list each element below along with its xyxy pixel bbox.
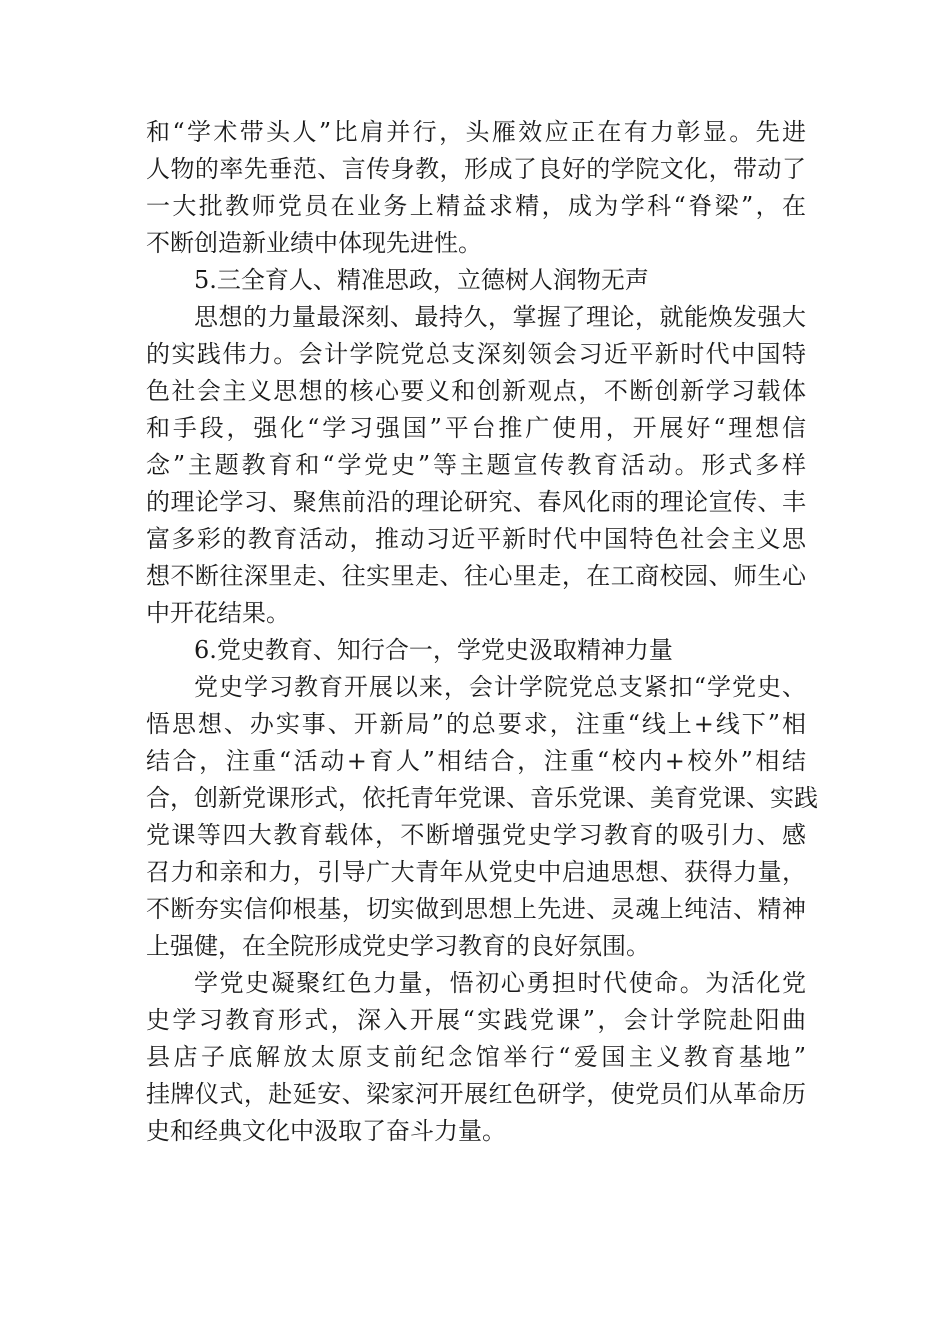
heading-text: 5.三全育人、精准思政，立德树人润物无声 [194,266,649,294]
text-line: 念”主题教育和“学党史”等主题宣传教育活动。形式多样 [146,451,806,479]
text-line: 人物的率先垂范、言传身教，形成了良好的学院文化，带动了 [146,155,806,183]
text-line: 挂牌仪式，赴延安、梁家河开展红色研学，使党员们从革命历 [146,1080,806,1108]
text-line: 党史学习教育开展以来，会计学院党总支紧扣“学党史、 [194,673,806,701]
text-line: 想不断往深里走、往实里走、往心里走，在工商校园、师生心 [146,562,806,590]
text-line: 色社会主义思想的核心要义和创新观点，不断创新学习载体 [146,377,806,405]
text-line: 上强健，在全院形成党史学习教育的良好氛围。 [146,932,650,960]
text-line: 学党史凝聚红色力量，悟初心勇担时代使命。为活化党 [194,969,806,997]
text-line: 的理论学习、聚焦前沿的理论研究、春风化雨的理论宣传、丰 [146,488,806,516]
paragraph [146,669,818,965]
text-line: 中开花结果。 [146,599,290,627]
text-line: 不断创造新业绩中体现先进性。 [146,229,482,257]
text-line: 召力和亲和力，引导广大青年从党史中启迪思想、获得力量， [146,858,806,886]
section-heading [146,632,806,669]
text-line: 富多彩的教育活动，推动习近平新时代中国特色社会主义思 [146,525,806,553]
section-heading [146,262,806,299]
paragraph [146,965,806,1150]
text-line: 县店子底解放太原支前纪念馆举行“爱国主义教育基地” [146,1043,806,1071]
text-line: 悟思想、办实事、开新局”的总要求，注重“线上+线下”相 [146,710,806,738]
heading-text: 6.党史教育、知行合一，学党史汲取精神力量 [194,636,673,664]
paragraph [146,114,806,262]
text-line: 思想的力量最深刻、最持久，掌握了理论，就能焕发强大 [194,303,806,331]
text-line: 和“学术带头人”比肩并行，头雁效应正在有力彰显。先进 [146,118,806,146]
text-line: 一大批教师党员在业务上精益求精，成为学科“脊梁”，在 [146,192,806,220]
text-line: 的实践伟力。会计学院党总支深刻领会习近平新时代中国特 [146,340,806,368]
document-page [146,114,818,1150]
text-line: 和手段，强化“学习强国”平台推广使用，开展好“理想信 [146,414,806,442]
text-line: 史学习教育形式，深入开展“实践党课”，会计学院赴阳曲 [146,1006,806,1034]
text-line: 结合，注重“活动+育人”相结合，注重“校内+校外”相结 [146,747,806,775]
text-line: 史和经典文化中汲取了奋斗力量。 [146,1117,506,1145]
text-line: 合，创新党课形式，依托青年党课、音乐党课、美育党课、实践 [146,784,818,812]
text-line: 党课等四大教育载体，不断增强党史学习教育的吸引力、感 [146,821,806,849]
text-line: 不断夯实信仰根基，切实做到思想上先进、灵魂上纯洁、精神 [146,895,806,923]
paragraph [146,299,806,632]
